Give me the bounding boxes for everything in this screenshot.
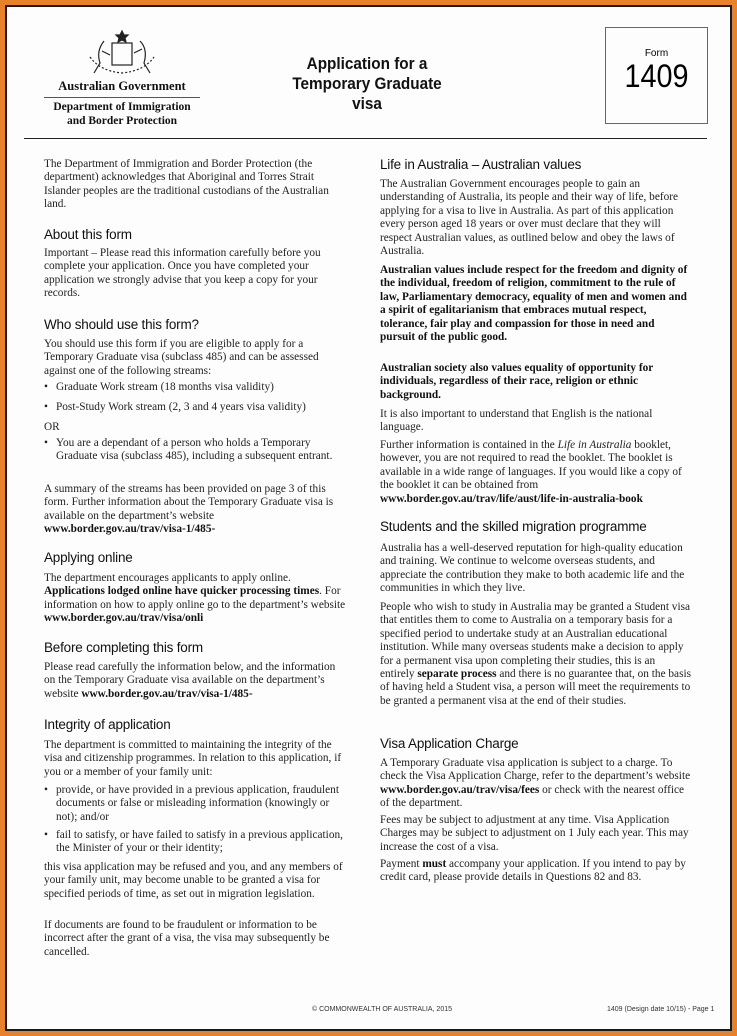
students-heading: Students and the skilled migration programme <box>380 519 647 534</box>
before-heading: Before completing this form <box>44 640 203 655</box>
online-p1: The department encourages applicants to apply online. <box>44 572 291 584</box>
students-text-1: Australia has a well-deserved reputation for high-quality education and training. We continue to welcome overseas students, and appreciate the contribution they make to both academic life and the communities in which they live. <box>380 542 685 595</box>
dept-line2: and Border Protection <box>66 114 178 127</box>
charge-bold: must <box>422 858 447 870</box>
about-text: Important – Please read this information carefully before you complete your application. Once you have completed your application we strongly advise that you keep a copy for your records. <box>44 247 321 300</box>
charge-url-link[interactable]: www.border.gov.au/trav/visa/fees <box>380 783 540 796</box>
integrity-bullet-2: • fail to satisfy, or have failed to satisfy in a previous application, the Minister of your or their identity; <box>44 829 349 856</box>
logo-divider <box>44 97 200 98</box>
online-url-link[interactable]: www.border.gov.au/trav/visa/onli <box>44 612 204 625</box>
form-number-box <box>605 27 708 124</box>
online-bold: Applications lodged online have quicker processing times <box>44 585 320 598</box>
who-heading: Who should use this form? <box>44 317 199 332</box>
online-p2: . For information on how to apply online go to the department’s website <box>44 585 346 611</box>
integrity-heading: Integrity of application <box>44 717 171 732</box>
values-heading: Life in Australia – Australian values <box>380 157 582 172</box>
charge-p1b: or check with the nearest office of the department. <box>380 783 685 810</box>
values-bold-2: Australian society also values equality of opportunity for individuals, regardless of their race, religion or ethnic background. <box>380 362 654 401</box>
online-heading: Applying online <box>44 550 133 565</box>
values-text-3 <box>380 439 692 506</box>
dept-line1: Department of Immigration <box>53 101 191 113</box>
form-label: Form <box>644 48 669 59</box>
who-or: OR <box>44 421 60 433</box>
integrity-text-3: If documents are found to be fraudulent or information to be incorrect after the grant of a visa, the visa may subsequently be cancelled. <box>44 919 330 958</box>
coat-of-arms-logo <box>82 27 162 81</box>
header-rule <box>24 138 707 139</box>
about-heading: About this form <box>44 227 132 242</box>
who-bullet-3: • You are a dependant of a person who holds a Temporary Graduate visa (subclass 485), including a subsequent entrant. <box>44 437 349 464</box>
integrity-text: The department is committed to maintaining the integrity of the visa and citizenship programmes. In relation to this application, if you or a member of your family unit: <box>44 739 342 778</box>
charge-text-1 <box>380 757 692 811</box>
students-bold: separate process <box>417 668 497 681</box>
values-p3a: Further information is contained in the <box>380 439 558 451</box>
students-p2b: and there is no guarantee that, on the basis of having held a Student visa, a person will meet the requirements to be granted a permanent visa at the end of their studies. <box>380 668 691 707</box>
charge-p1a: A Temporary Graduate visa application is subject to a charge. To check the Visa Application Charge, refer to the department’s website <box>380 757 691 783</box>
who-bullet-2: • Post-Study Work stream (2, 3 and 4 years visa validity) <box>44 401 349 414</box>
charge-heading: Visa Application Charge <box>380 736 519 751</box>
students-p2a: People who wish to study in Australia may be granted a Student visa that entitles them to come to Australia on a temporary basis for a specified period to undertake study at an Australian educational institution. While many overseas students make a decision to apply for a permanent visa upon completing their studies, this is an entirely <box>380 601 690 681</box>
summary-text: A summary of the streams has been provided on page 3 of this form. Further information about the Temporary Graduate visa is available on the department’s website <box>44 483 334 522</box>
values-url-link[interactable]: www.border.gov.au/trav/life/aust/life-in-australia-book <box>380 492 643 505</box>
title-line1: Application for a <box>306 54 428 73</box>
integrity-bullet-1: • provide, or have provided in a previous application, fraudulent documents or false or misleading information (knowingly or not); and/or <box>44 784 349 824</box>
before-text <box>44 661 349 701</box>
before-url-link[interactable]: www.border.gov.au/trav/visa-1/485- <box>81 687 253 700</box>
form-number: 1409 <box>624 58 689 94</box>
page-title <box>286 54 448 114</box>
charge-p3a: Payment <box>380 858 423 870</box>
who-url-link[interactable]: www.border.gov.au/trav/visa-1/485- <box>44 523 216 536</box>
who-bullet-1: • Graduate Work stream (18 months visa validity) <box>44 381 349 394</box>
values-p3b: booklet, however, you are not required to read the booklet. The booklet is available in a wide range of languages. If you would like a copy of the booklet it can be obtained from <box>380 439 682 492</box>
department-name <box>22 101 222 128</box>
values-text-2: It is also important to understand that English is the national language. <box>380 408 653 434</box>
values-text: The Australian Government encourages people to gain an understanding of Australia, its people and their way of life, before applying for a visa to live in Australia. As part of this application every person aged 18 years or over must declare that they will respect Australian values, as outlined below and obey the laws of Australia. <box>380 178 679 258</box>
before-p: Please read carefully the information below, and the information on the Temporary Graduate visa available on the department’s website <box>44 661 336 700</box>
online-text <box>44 572 349 626</box>
charge-text-2: Fees may be subject to adjustment at any time. Visa Application Charges may be subject to adjustment on 1 July each year. This may increase the cost of a visa. <box>380 814 689 853</box>
gov-name: Australian Government <box>58 79 186 93</box>
charge-text-3 <box>380 858 692 885</box>
document-page <box>7 7 730 1029</box>
charge-p3b: accompany your application. If you intend to pay by credit card, please provide details in Questions 82 and 83. <box>380 858 686 884</box>
title-line2: Temporary Graduate visa <box>292 74 442 113</box>
copyright: © COMMONWEALTH OF AUSTRALIA, 2015 <box>312 1006 452 1013</box>
integrity-text-2: this visa application may be refused and you, and any members of your family unit, may become unable to be granted a visa for specified periods of time, as set out in migration legislation. <box>44 861 343 900</box>
who-text: You should use this form if you are eligible to apply for a Temporary Graduate visa (subclass 485) and can be assessed against one of the following streams: <box>44 338 319 377</box>
values-bold-1: Australian values include respect for the freedom and dignity of the individual, freedom of religion, commitment to the rule of law, Parliamentary democracy, equality of men and women and a spirit of egalitarianism that embraces mutual respect, tolerance, fair play and compassion for those in need and pursuit of the public good. <box>380 264 688 344</box>
who-summary <box>44 483 349 537</box>
page-number: 1409 (Design date 10/15) - Page 1 <box>607 1006 715 1013</box>
students-text-2 <box>380 601 692 708</box>
booklet-title: Life in Australia <box>557 439 632 451</box>
intro-text: The Department of Immigration and Border Protection (the department) acknowledges that Aboriginal and Torres Strait Islander peoples are the traditional custodians of the Australian land. <box>44 158 329 211</box>
